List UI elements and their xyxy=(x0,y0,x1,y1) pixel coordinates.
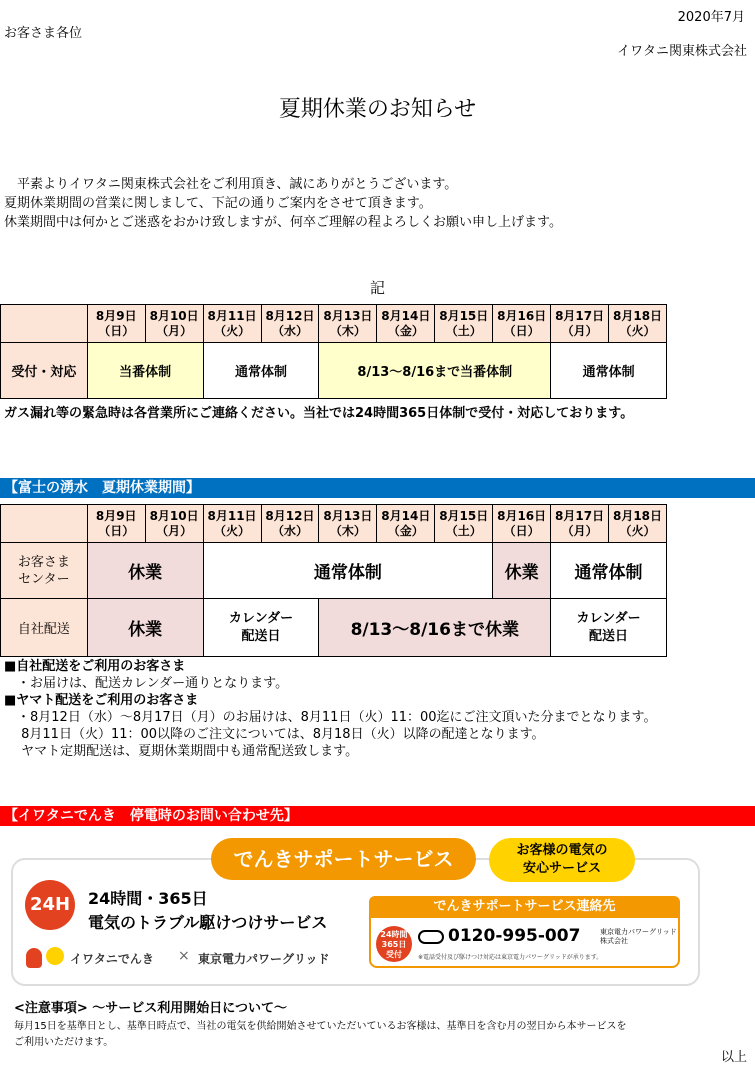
schedule-cell: 通常体制 xyxy=(203,343,319,399)
date-cell: 8月15日 （土） xyxy=(435,305,493,343)
date-header-row xyxy=(1,305,667,343)
closing-ijou: 以上 xyxy=(720,1050,747,1065)
intro-text xyxy=(4,175,562,232)
brand-iwatani: イワタニでんき xyxy=(70,952,154,966)
section-band-denki: 【イワタニでんき 停電時のお問い合わせ先】 xyxy=(0,806,755,826)
24h-badge: 24時間 365日 受付 xyxy=(376,926,412,962)
date-cell: 8月11日 （火） xyxy=(203,305,261,343)
date-cell: 8月12日 （水） xyxy=(261,305,319,343)
service-name-pill: でんきサポートサービス xyxy=(211,838,476,880)
customer-center-row xyxy=(1,543,667,599)
bulb-icon xyxy=(46,947,64,965)
date-cell: 8月9日 （日） xyxy=(87,505,145,543)
date-cell: 8月16日 （日） xyxy=(493,505,551,543)
note-line: ・お届けは、配送カレンダー通りとなります。 xyxy=(4,676,289,691)
schedule-cell: 当番体制 xyxy=(87,343,203,399)
schedule-cell: カレンダー 配送日 xyxy=(203,599,319,657)
delivery-notes xyxy=(4,658,656,760)
date-cell: 8月14日 （金） xyxy=(377,505,435,543)
schedule-cell: 休業 xyxy=(87,599,203,657)
schedule-cell: 通常体制 xyxy=(203,543,493,599)
date-cell: 8月10日 （月） xyxy=(145,505,203,543)
schedule-cell: 8/13～8/16まで当番体制 xyxy=(319,343,551,399)
company-name: イワタニ関東株式会社 xyxy=(617,44,747,59)
date-cell: 8月13日 （木） xyxy=(319,305,377,343)
addressee: お客さま各位 xyxy=(4,26,83,41)
contact-title: でんきサポートサービス連絡先 xyxy=(369,896,680,918)
date-cell: 8月11日 （火） xyxy=(203,505,261,543)
note-line: 8月11日（火）11：00以降のご注文については、8月18日（火）以降の配達となります。 xyxy=(4,727,545,742)
section-band-fuji: 【富士の湧水 夏期休業期間】 xyxy=(0,478,755,498)
note-line: ・8月12日（水）～8月17日（月）のお届けは、8月11日（火）11：00迄にご注文頂いた分までとなります。 xyxy=(4,710,657,725)
intro-line: 休業期間中は何かとご迷惑をおかけ致しますが、何卒ご理解の程よろしくお願い申し上げます。 xyxy=(4,215,562,230)
note-line: ヤマト定期配送は、夏期休業期間中も通常配送致します。 xyxy=(4,744,359,759)
fine-print: ※電話受付及び駆けつけ対応は東京電力パワーグリッドが承ります。 xyxy=(418,954,603,961)
empty-header-cell xyxy=(1,305,88,343)
schedule-cell: 8/13～8/16まで休業 xyxy=(319,599,551,657)
service-headline-1: 24時間・365日 xyxy=(88,889,208,908)
ki-heading: 記 xyxy=(369,279,385,297)
date-cell: 8月18日 （火） xyxy=(609,505,667,543)
schedule-cell: カレンダー 配送日 xyxy=(551,599,667,657)
intro-line: 夏期休業期間の営業に関しまして、下記の通りご案内をさせて頂きます。 xyxy=(4,196,432,211)
emergency-note: ガス漏れ等の緊急時は各営業所にご連絡ください。当社では24時間365日体制で受付・対応しております。 xyxy=(4,406,634,421)
row-label: 受付・対応 xyxy=(1,343,88,399)
intro-line: 平素よりイワタニ関東株式会社をご利用頂き、誠にありがとうございます。 xyxy=(4,177,458,192)
schedule-cell: 通常体制 xyxy=(551,543,667,599)
date-cell: 8月17日 （月） xyxy=(551,305,609,343)
date-cell: 8月14日 （金） xyxy=(377,305,435,343)
issue-date: 2020年7月 xyxy=(677,10,745,25)
24h-clock-icon: 24H xyxy=(25,880,75,930)
date-cell: 8月16日 （日） xyxy=(493,305,551,343)
date-header-row xyxy=(1,505,667,543)
date-cell: 8月17日 （月） xyxy=(551,505,609,543)
reception-row xyxy=(1,343,667,399)
date-cell: 8月10日 （月） xyxy=(145,305,203,343)
service-sub-pill: お客様の電気の 安心サービス xyxy=(489,838,635,882)
schedule-cell: 休業 xyxy=(87,543,203,599)
phone-number: 0120-995-007 xyxy=(448,926,581,946)
own-delivery-row xyxy=(1,599,667,657)
page-title: 夏期休業のお知らせ xyxy=(278,97,477,122)
service-calendar-table xyxy=(0,304,667,399)
date-cell: 8月12日 （水） xyxy=(261,505,319,543)
brand-tepco: 東京電力パワーグリッド xyxy=(198,952,330,966)
schedule-cell: 休業 xyxy=(493,543,551,599)
date-cell: 8月13日 （木） xyxy=(319,505,377,543)
notice-title: <注意事項> ～サービス利用開始日について～ xyxy=(14,1001,288,1016)
fuji-calendar-table xyxy=(0,504,667,657)
note-heading: ■自社配送をご利用のお客さま xyxy=(4,659,186,674)
date-cell: 8月9日 （日） xyxy=(87,305,145,343)
row-label: 自社配送 xyxy=(1,599,88,657)
service-headline-2: 電気のトラブル駆けつけサービス xyxy=(88,913,328,932)
tepco-label: 東京電力パワーグリッド 株式会社 xyxy=(600,928,677,945)
bulb-icon xyxy=(26,948,42,968)
date-cell: 8月18日 （火） xyxy=(609,305,667,343)
note-heading: ■ヤマト配送をご利用のお客さま xyxy=(4,693,199,708)
schedule-cell: 通常体制 xyxy=(551,343,667,399)
notice-text: 毎月15日を基準日とし、基準日時点で、当社の電気を供給開始させていただいているお客様は、基準日を含む月の翌日から本サービスを ご利用いただけます。 xyxy=(14,1021,627,1048)
row-label: お客さま センター xyxy=(1,543,88,599)
times-mark: × xyxy=(178,948,190,964)
date-cell: 8月15日 （土） xyxy=(435,505,493,543)
free-dial-icon xyxy=(418,930,444,944)
empty-header-cell xyxy=(1,505,88,543)
